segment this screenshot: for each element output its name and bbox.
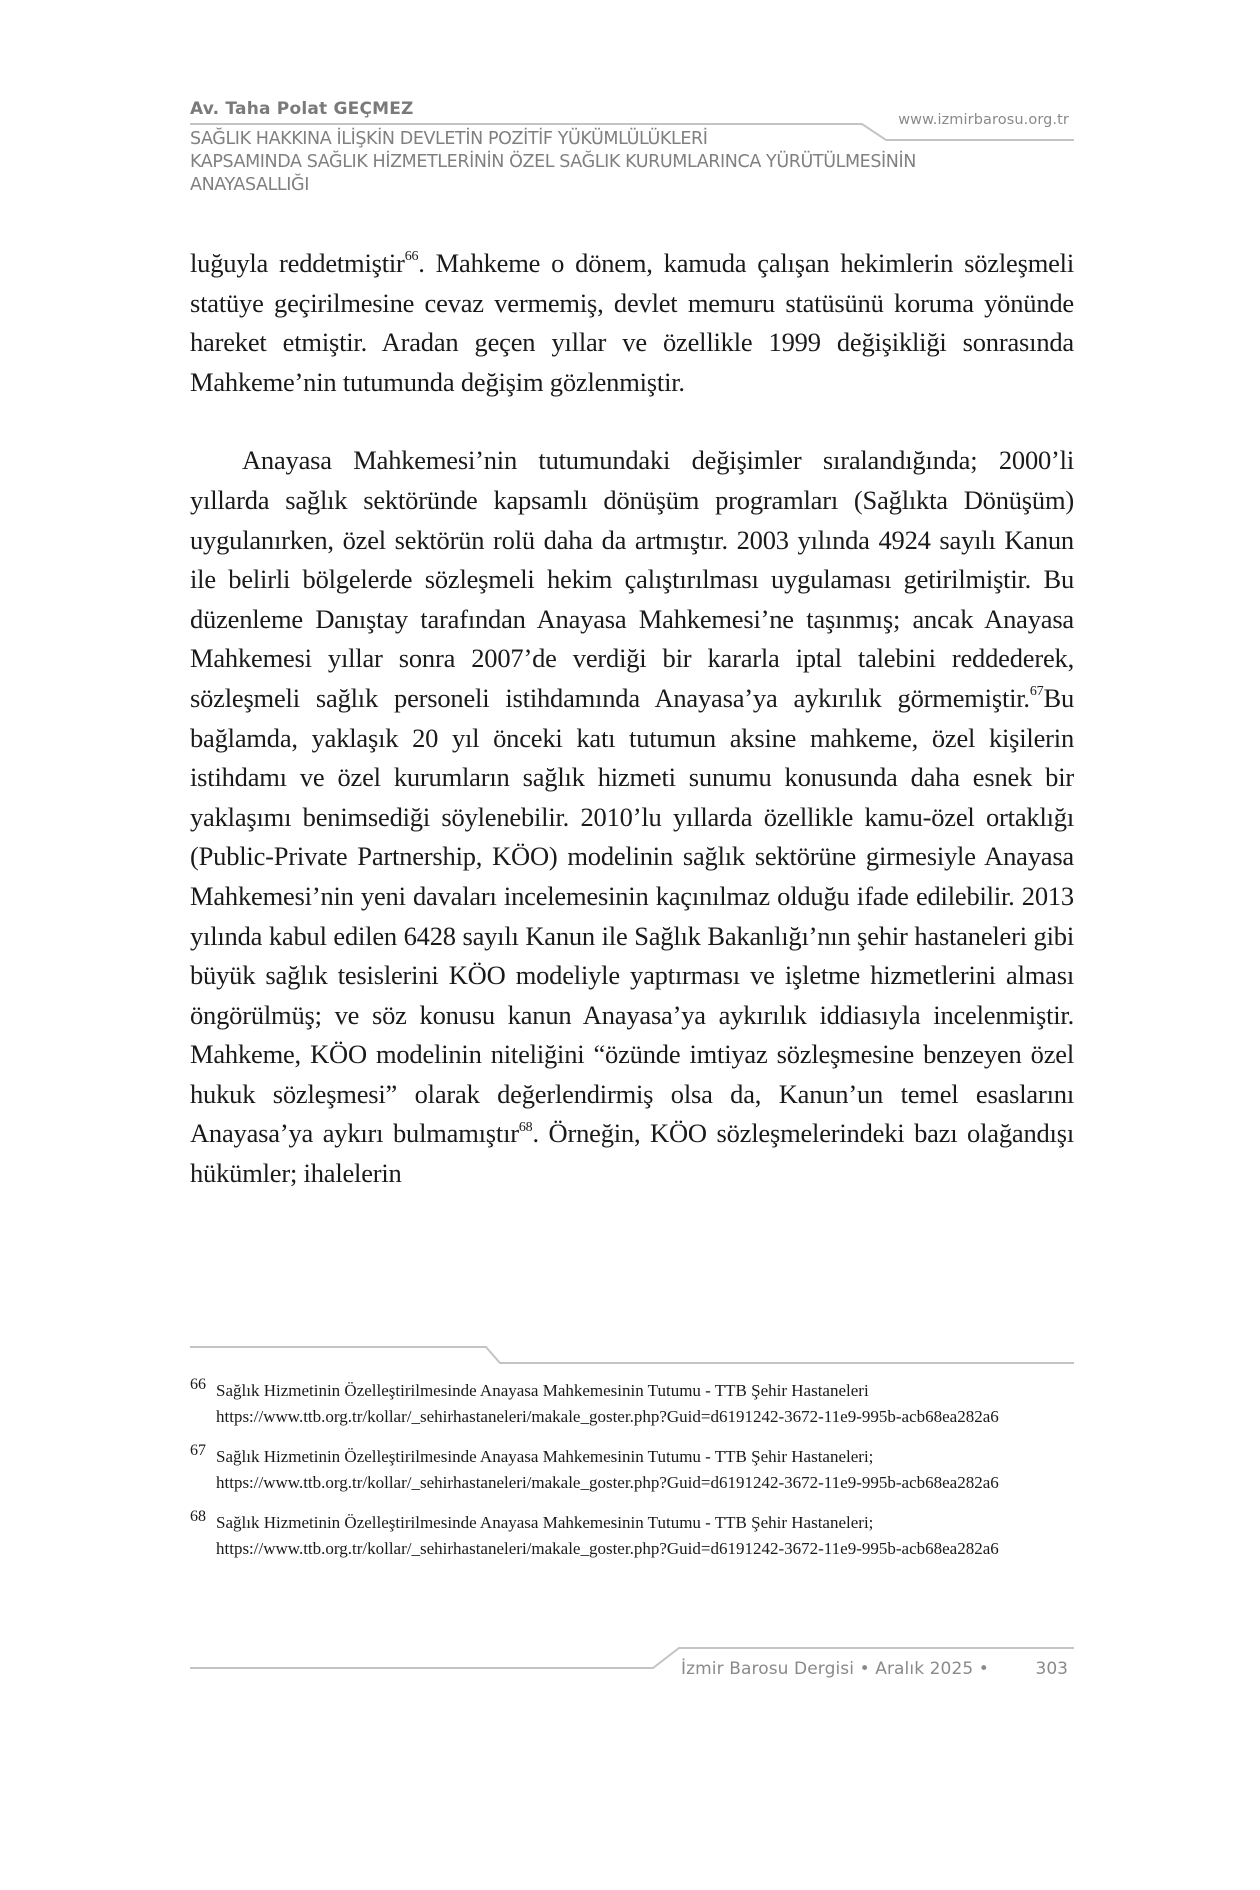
footnote-reference[interactable]: 67	[1029, 684, 1044, 700]
body-text	[190, 244, 1074, 1194]
paragraph-text: . Mahkeme o dönem, kamuda çalışan hekimlerin sözleşmeli statüye geçirilmesine cevaz vermemiş, devlet memuru statüsünü koruma yönünde hareket etmiştir. Aradan geçen yıllar ve özellikle 1999 değişikliği sonrasında Mahkeme’nin tutumunda değişim gözlenmiştir.	[190, 248, 1074, 397]
header-title-line: ANAYASALLIĞI	[190, 175, 309, 195]
paragraph-text: luğuyla reddetmiştir	[190, 248, 405, 278]
footnote-url[interactable]: https://www.ttb.org.tr/kollar/_sehirhastaneleri/makale_goster.php?Guid=d6191242-3672-11e9-995b-acb68ea282a6	[216, 1407, 999, 1426]
header-author: Av. Taha Polat GEÇMEZ	[190, 99, 414, 119]
footnote	[190, 1444, 1074, 1496]
paragraph-text: . Örneğin, KÖO sözleşmelerindeki bazı olağandışı hükümler; ihalelerin	[190, 1118, 1074, 1189]
header-article-title	[190, 128, 1050, 197]
header-website: www.izmirbarosu.org.tr	[898, 112, 1069, 128]
header-title-line: KAPSAMINDA SAĞLIK HİZMETLERİNİN ÖZEL SAĞLIK KURUMLARINCA YÜRÜTÜLMESİNİN	[190, 152, 916, 172]
header-title-line: SAĞLIK HAKKINA İLİŞKİN DEVLETİN POZİTİF YÜKÜMLÜLÜKLERİ	[190, 129, 708, 149]
footnote-reference[interactable]: 68	[518, 1119, 533, 1135]
footnote-url[interactable]: https://www.ttb.org.tr/kollar/_sehirhastaneleri/makale_goster.php?Guid=d6191242-3672-11e9-995b-acb68ea282a6	[216, 1473, 999, 1492]
footnote	[190, 1378, 1074, 1430]
footnote-url[interactable]: https://www.ttb.org.tr/kollar/_sehirhastaneleri/makale_goster.php?Guid=d6191242-3672-11e9-995b-acb68ea282a6	[216, 1539, 999, 1558]
footnotes	[190, 1378, 1074, 1576]
footnote-title: Sağlık Hizmetinin Özelleştirilmesinde Anayasa Mahkemesinin Tutumu - TTB Şehir Hastaneleri	[216, 1381, 869, 1400]
footnote-reference[interactable]: 66	[404, 249, 419, 265]
footnote-title: Sağlık Hizmetinin Özelleştirilmesinde Anayasa Mahkemesinin Tutumu - TTB Şehir Hastaneleri;	[216, 1447, 874, 1466]
footnote	[190, 1510, 1074, 1562]
paragraph	[190, 244, 1074, 402]
footnote-number: 67	[190, 1442, 206, 1459]
footnote-number: 68	[190, 1508, 206, 1525]
footnote-separator-rule	[190, 1347, 1074, 1363]
paragraph-text: Anayasa Mahkemesi’nin tutumundaki değişimler sıralandığında; 2000’li yıllarda sağlık sektöründe kapsamlı dönüşüm programları (Sağlıkta Dönüşüm) uygulanırken, özel sektörün rolü daha da artmıştır. 2003 yılında 4924 sayılı Kanun ile belirli bölgelerde sözleşmeli hekim çalıştırılması uygulaması getirilmiştir. Bu düzenleme Danıştay tarafından Anayasa Mahkemesi’ne taşınmış; ancak Anayasa Mahkemesi yıllar sonra 2007’de verdiği bir kararla iptal talebini reddederek, sözleşmeli sağlık personeli istihdamında Anayasa’ya aykırılık görmemiştir.	[190, 445, 1074, 713]
page-number: 303	[1035, 1659, 1068, 1679]
paragraph	[190, 441, 1074, 1193]
footnote-number: 66	[190, 1376, 206, 1393]
footnote-title: Sağlık Hizmetinin Özelleştirilmesinde Anayasa Mahkemesinin Tutumu - TTB Şehir Hastaneleri;	[216, 1513, 874, 1532]
footer-journal-info: İzmir Barosu Dergisi • Aralık 2025 •	[681, 1659, 989, 1679]
paragraph-text: Bu bağlamda, yaklaşık 20 yıl önceki katı tutumun aksine mahkeme, özel kişilerin istihdamı ve özel kurumların sağlık hizmeti sunumu konusunda daha esnek bir yaklaşımı benimsediği söylenebilir. 2010’lu yıllarda özellikle kamu-özel ortaklığı (Public-Private Partnership, KÖO) modelinin sağlık sektörüne girmesiyle Anayasa Mahkemesi’nin yeni davaları incelemesinin kaçınılmaz olduğu ifade edilebilir. 2013 yılında kabul edilen 6428 sayılı Kanun ile Sağlık Bakanlığı’nın şehir hastaneleri gibi büyük sağlık tesislerini KÖO modeliyle yaptırması ve işletme hizmetlerini alması öngörülmüş; ve söz konusu kanun Anayasa’ya aykırılık iddiasıyla incelenmiştir. Mahkeme, KÖO modelinin niteliğini “özünde imtiyaz sözleşmesine benzeyen özel hukuk sözleşmesi” olarak değerlendirmiş olsa da, Kanun’un temel esaslarını Anayasa’ya aykırı bulmamıştır	[190, 682, 1074, 1149]
